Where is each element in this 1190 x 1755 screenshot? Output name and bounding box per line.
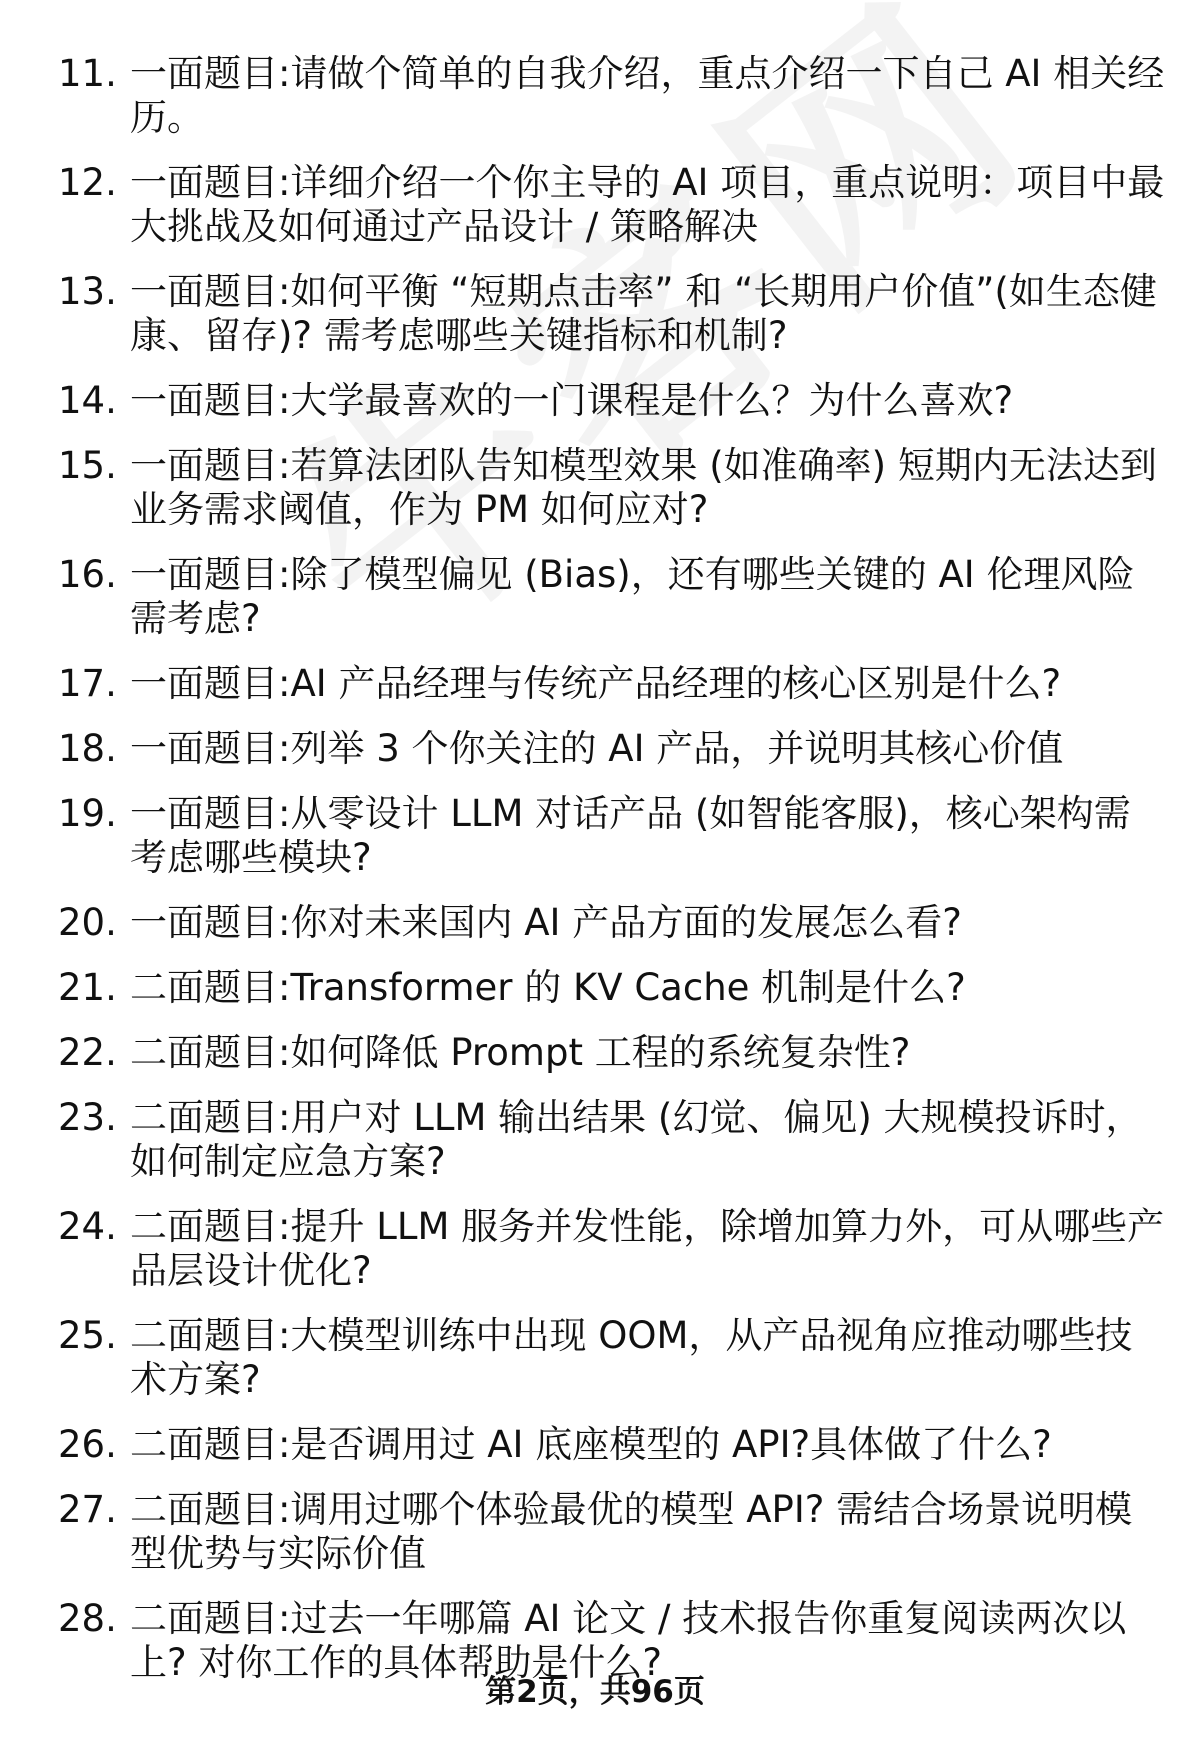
question-text: 一面题目:AI 产品经理与传统产品经理的核心区别是什么? [130, 662, 1062, 705]
question-text: 一面题目:你对未来国内 AI 产品方面的发展怎么看? [130, 901, 962, 944]
question-item [0, 270, 1190, 358]
question-item [0, 379, 1190, 423]
question-text: 一面题目:大学最喜欢的一门课程是什么？为什么喜欢? [130, 379, 1014, 422]
page-footer: 第2页，共96页 [485, 1674, 705, 1710]
question-item [0, 1488, 1190, 1576]
question-item [0, 444, 1190, 532]
question-item [0, 966, 1190, 1010]
question-item [0, 1423, 1190, 1467]
question-text: 二面题目:调用过哪个体验最优的模型 API? 需结合场景说明模型优势与实际价值 [130, 1488, 1133, 1575]
question-number: 19. [58, 792, 117, 835]
question-text: 一面题目:如何平衡 “短期点击率” 和 “长期用户价值”(如生态健康、留存)? 需考虑哪些关键指标和机制? [130, 270, 1157, 357]
question-number: 18. [58, 727, 117, 770]
question-item [0, 1205, 1190, 1293]
question-text: 二面题目:提升 LLM 服务并发性能，除增加算力外，可从哪些产品层设计优化? [130, 1205, 1165, 1292]
question-number: 12. [58, 161, 117, 204]
question-item [0, 553, 1190, 641]
question-text: 二面题目:大模型训练中出现 OOM，从产品视角应推动哪些技术方案? [130, 1314, 1133, 1401]
question-text: 一面题目:请做个简单的自我介绍，重点介绍一下自己 AI 相关经历。 [130, 52, 1165, 139]
question-number: 28. [58, 1597, 117, 1640]
question-item [0, 1096, 1190, 1184]
question-number: 20. [58, 901, 117, 944]
question-item [0, 901, 1190, 945]
question-number: 24. [58, 1205, 117, 1248]
question-number: 27. [58, 1488, 117, 1531]
question-item [0, 1031, 1190, 1075]
question-text: 一面题目:除了模型偏见 (Bias)，还有哪些关键的 AI 伦理风险需考虑? [130, 553, 1135, 640]
question-text: 一面题目:列举 3 个你关注的 AI 产品，并说明其核心价值 [130, 727, 1064, 770]
question-text: 一面题目:从零设计 LLM 对话产品 (如智能客服)，核心架构需考虑哪些模块? [130, 792, 1131, 879]
question-number: 22. [58, 1031, 117, 1074]
question-text: 一面题目:若算法团队告知模型效果 (如准确率) 短期内无法达到业务需求阈值，作为 PM 如何应对? [130, 444, 1157, 531]
question-text: 二面题目:用户对 LLM 输出结果 (幻觉、偏见) 大规模投诉时，如何制定应急方案? [130, 1096, 1143, 1183]
question-item [0, 662, 1190, 706]
question-text: 一面题目:详细介绍一个你主导的 AI 项目，重点说明：项目中最大挑战及如何通过产品设计 / 策略解决 [130, 161, 1165, 248]
question-number: 14. [58, 379, 117, 422]
question-number: 17. [58, 662, 117, 705]
question-number: 21. [58, 966, 117, 1009]
question-number: 13. [58, 270, 117, 313]
question-number: 25. [58, 1314, 117, 1357]
question-number: 26. [58, 1423, 117, 1466]
question-list [0, 52, 1190, 1706]
question-text: 二面题目:是否调用过 AI 底座模型的 API?具体做了什么? [130, 1423, 1052, 1466]
question-number: 16. [58, 553, 117, 596]
question-number: 11. [58, 52, 117, 95]
question-item [0, 161, 1190, 249]
question-text: 二面题目:过去一年哪篇 AI 论文 / 技术报告你重复阅读两次以上? 对你工作的具体帮助是什么? [130, 1597, 1127, 1684]
question-text: 二面题目:Transformer 的 KV Cache 机制是什么? [130, 966, 966, 1009]
question-item [0, 727, 1190, 771]
question-item [0, 1314, 1190, 1402]
question-item [0, 792, 1190, 880]
question-text: 二面题目:如何降低 Prompt 工程的系统复杂性? [130, 1031, 911, 1074]
question-item [0, 52, 1190, 140]
question-number: 15. [58, 444, 117, 487]
question-number: 23. [58, 1096, 117, 1139]
